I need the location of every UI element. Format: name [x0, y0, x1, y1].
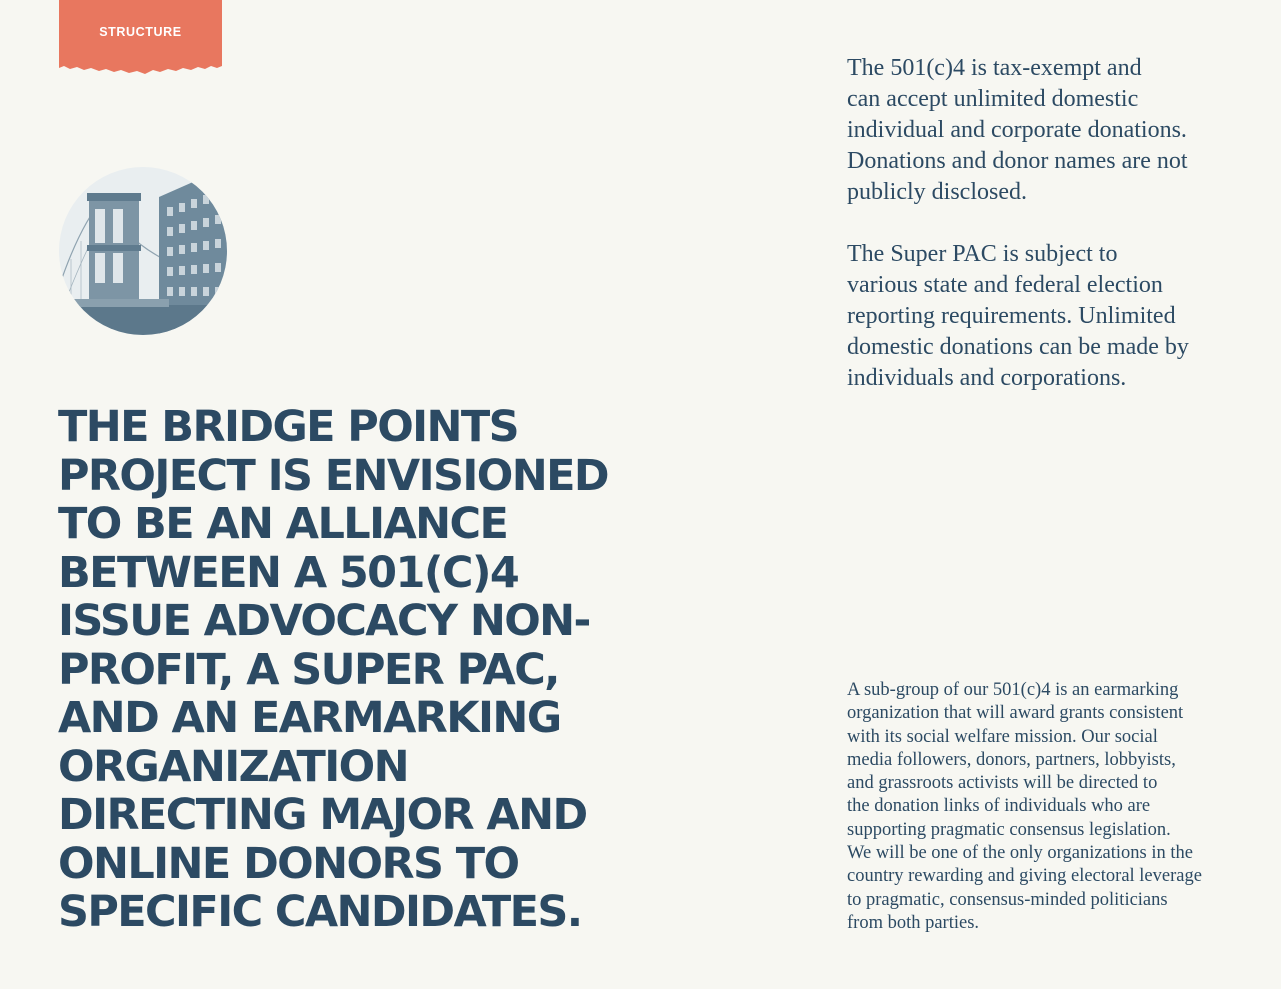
section-tag-label: STRUCTURE: [99, 25, 182, 39]
bridge-photo-icon: [59, 167, 227, 335]
paragraph-earmarking: A sub-group of our 501(c)4 is an earmarking organization that will award grants consistent with its social welfare mission. Our social media followers, donors, partners, lobbyists, and grassroots activists will be directed to the donation links of individuals who are supporting pragmatic consensus legislation. We will be one of the only organizations in the country rewarding and giving electoral leverage to pragmatic, consensus-minded politicians from both parties.: [847, 680, 1202, 933]
bridge-photo: [59, 167, 227, 335]
paragraph-super-pac: The Super PAC is subject to various state and federal election reporting requirements. Unlimited domestic donations can be made by individuals and corporations.: [847, 241, 1189, 391]
paragraph-501c4: The 501(c)4 is tax-exempt and can accept unlimited domestic individual and corporate donations. Donations and donor names are not publicly disclosed.: [847, 55, 1188, 205]
headline: THE BRIDGE POINTS PROJECT IS ENVISIONED TO BE AN ALLIANCE BETWEEN A 501(C)4 ISSUE ADVOCACY NON- PROFIT, A SUPER PAC, AND AN EARMARKING ORGANIZATION DIRECTING MAJOR AND ONLINE DONORS TO SPECIFIC CANDIDATES.: [58, 402, 608, 937]
section-tag: [59, 0, 222, 76]
